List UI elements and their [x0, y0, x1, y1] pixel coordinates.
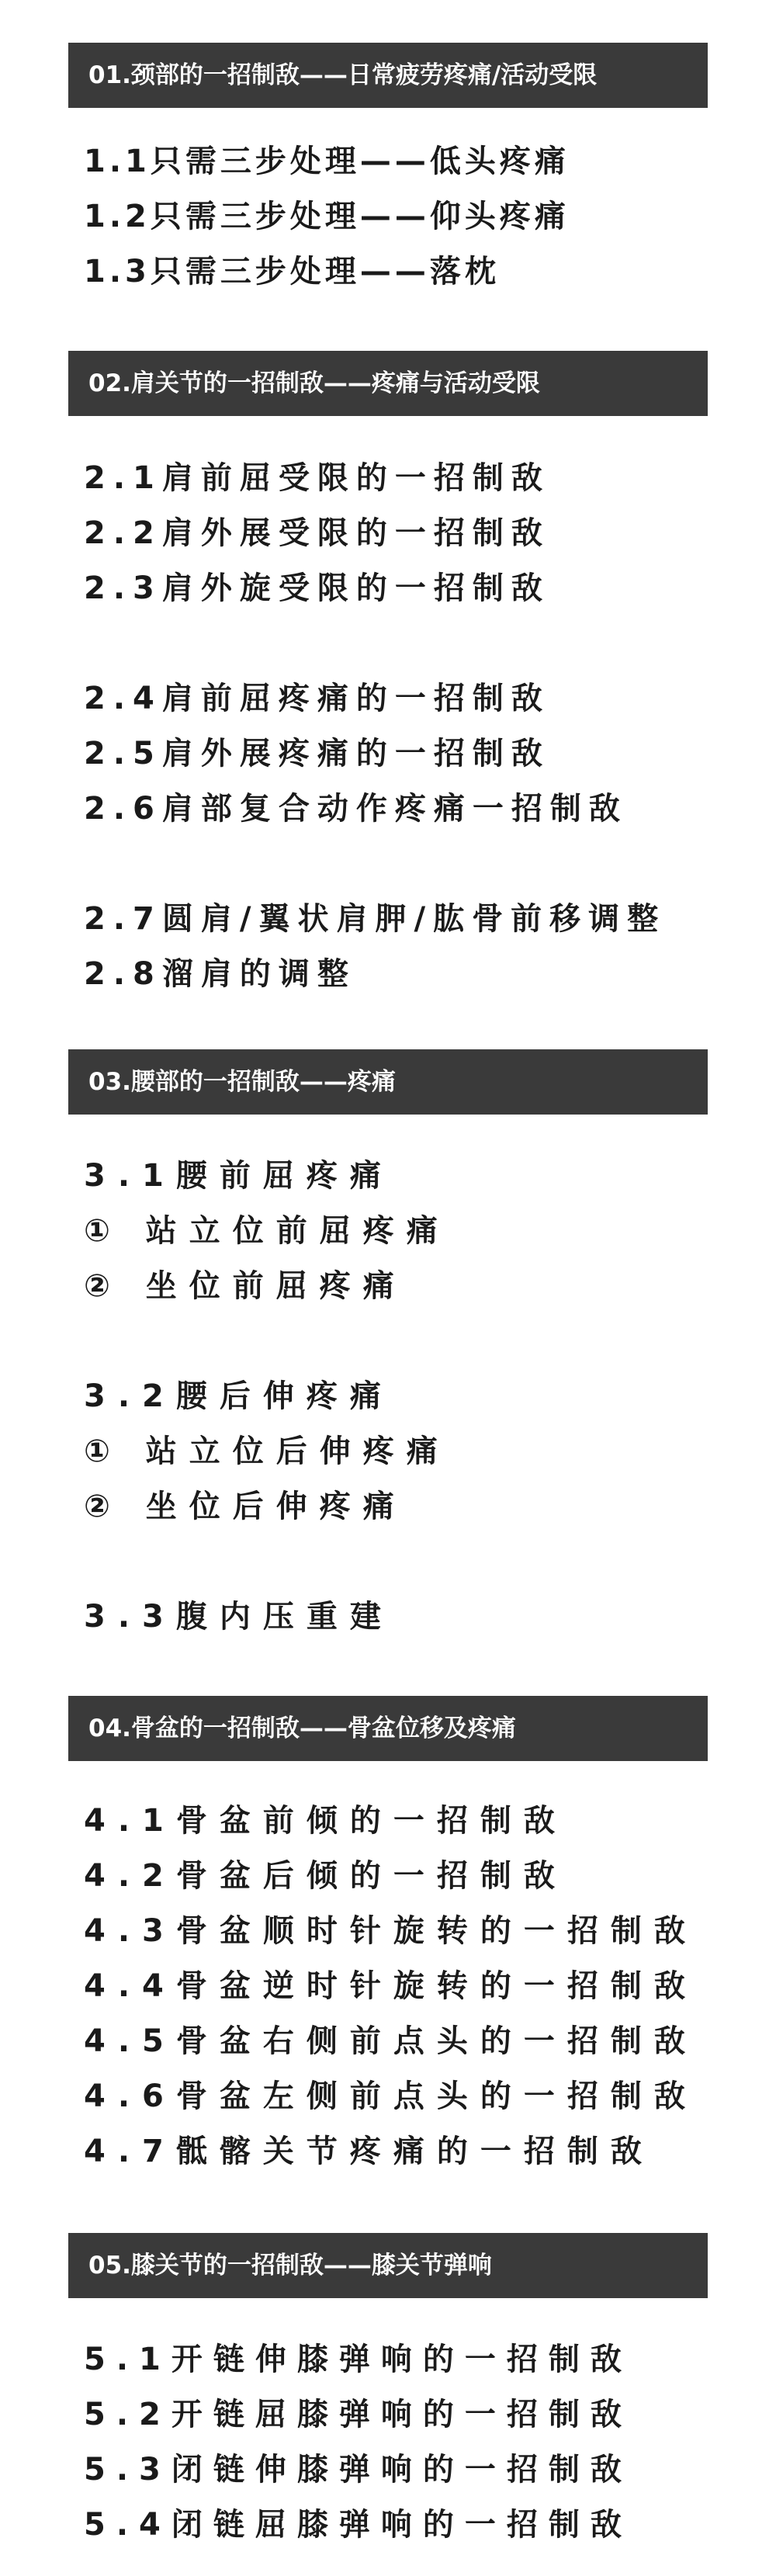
list-item: 1.1只需三步处理——低头疼痛 [84, 144, 570, 179]
section-header-knee: 05.膝关节的一招制敌——膝关节弹响 [68, 2233, 708, 2298]
list-item: 5.2开链屈膝弹响的一招制敌 [84, 2397, 632, 2432]
list-item: 3.1腰前屈疼痛 [84, 1158, 393, 1194]
list-item: ② 坐位后伸疼痛 [84, 1489, 407, 1524]
list-item: 4.6骨盆左侧前点头的一招制敌 [84, 2078, 698, 2114]
section-header-lumbar: 03.腰部的一招制敌——疼痛 [68, 1049, 708, 1115]
list-item: 5.4闭链屈膝弹响的一招制敌 [84, 2507, 632, 2543]
list-item: ② 坐位前屈疼痛 [84, 1268, 407, 1304]
list-item: 3.3腹内压重建 [84, 1599, 393, 1635]
list-item: 3.2腰后伸疼痛 [84, 1378, 393, 1414]
list-item: 4.7骶髂关节疼痛的一招制敌 [84, 2134, 654, 2169]
list-item: 4.5骨盆右侧前点头的一招制敌 [84, 2023, 698, 2059]
list-item: ① 站立位后伸疼痛 [84, 1434, 450, 1469]
list-item: 2.2肩外展受限的一招制敌 [84, 515, 550, 551]
list-item: 2.7圆肩/翼状肩胛/肱骨前移调整 [84, 901, 667, 937]
list-item: 5.1开链伸膝弹响的一招制敌 [84, 2342, 632, 2377]
list-item: 2.4肩前屈疼痛的一招制敌 [84, 681, 550, 716]
list-item: ① 站立位前屈疼痛 [84, 1213, 450, 1249]
section-header-pelvis: 04.骨盆的一招制敌——骨盆位移及疼痛 [68, 1696, 708, 1761]
list-item: 2.6肩部复合动作疼痛一招制敌 [84, 791, 628, 827]
list-item: 2.5肩外展疼痛的一招制敌 [84, 736, 550, 771]
list-item: 5.3闭链伸膝弹响的一招制敌 [84, 2452, 632, 2488]
list-item: 4.4骨盆逆时针旋转的一招制敌 [84, 1968, 698, 2004]
list-item: 1.2只需三步处理——仰头疼痛 [84, 199, 570, 234]
list-item: 4.2骨盆后倾的一招制敌 [84, 1858, 567, 1894]
section-header-shoulder: 02.肩关节的一招制敌——疼痛与活动受限 [68, 351, 708, 416]
list-item: 4.3骨盆顺时针旋转的一招制敌 [84, 1913, 698, 1949]
list-item: 4.1骨盆前倾的一招制敌 [84, 1803, 567, 1839]
list-item: 1.3只需三步处理——落枕 [84, 254, 500, 289]
list-item: 2.8溜肩的调整 [84, 956, 356, 992]
list-item: 2.1肩前屈受限的一招制敌 [84, 460, 550, 496]
section-header-neck: 01.颈部的一招制敌——日常疲劳疼痛/活动受限 [68, 43, 708, 108]
list-item: 2.3肩外旋受限的一招制敌 [84, 570, 550, 606]
